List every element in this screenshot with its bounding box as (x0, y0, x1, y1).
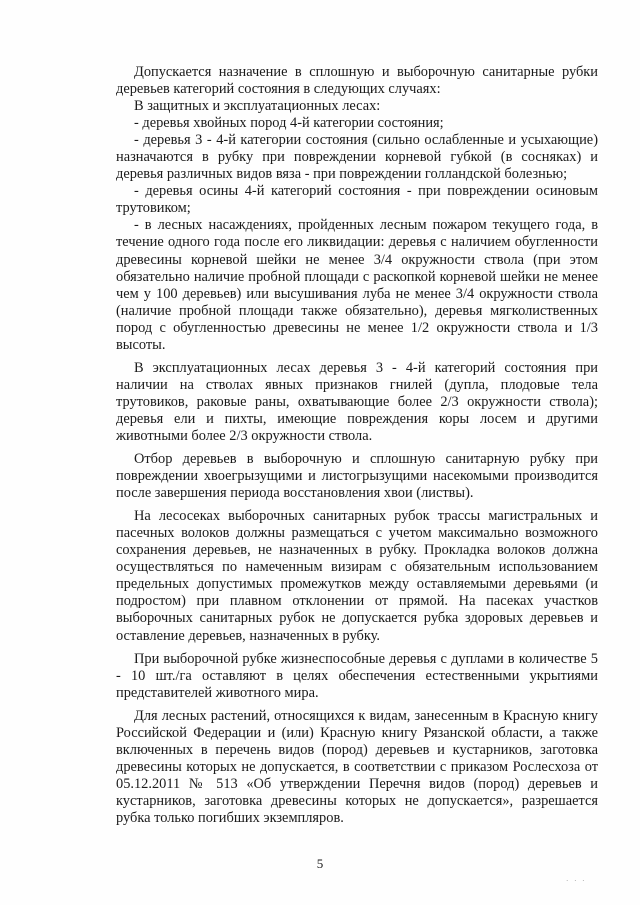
scan-artifact: · · · (566, 877, 587, 885)
paragraph-intro: Допускается назначение в сплошную и выборочную санитарные рубки деревьев категорий состояния в следующих случаях: (116, 64, 598, 98)
paragraph-conifers: - деревья хвойных пород 4-й категории состояния; (134, 115, 444, 132)
paragraph-hollow-trees: При выборочной рубке жизнеспособные деревья с дуплами в количестве 5 - 10 шт./га оставляют в целях обеспечения естественными укрытиями представителей животного мира. (116, 650, 598, 701)
paragraph-red-book: Для лесных растений, относящихся к видам, занесенным в Красную книгу Российской Федерации и (или) Красную книгу Рязанской области, а также включенных в перечень видов (пород) деревьев и кустарников, заготовка древесины которых не допускается, в соответствии с приказом Рослесхоза от 05.12.2011 № 513 «Об утверждении Перечня видов (пород) деревьев и кустарников, заготовка древесины которых не допускается», разрешается рубка только погибших экземпляров. (116, 707, 598, 826)
paragraph-skid-trails: На лесосеках выборочных санитарных рубок трассы магистральных и пасечных волоков должны размещаться с учетом максимально возможного сохранения деревьев, не назначенных в рубку. Прокладка волоков должна осуществляться по намеченным визирам с обязательным использованием предельных допустимых промежутков между оставляемыми деревьями (и подростом) при плавном отклонении от прямой. На пасеках участков выборочных санитарных рубок не допускается рубка здоровых деревьев и оставление деревьев, назначенных в рубку. (116, 508, 598, 644)
paragraph-root-fungus: - деревья 3 - 4-й категории состояния (сильно ослабленные и усыхающие) назначаются в рубку при повреждении корневой губкой (в сосняках) и деревья различных видов вяза - при повреждении голландской болезнью; (116, 132, 598, 183)
paragraph-insect-damage: Отбор деревьев в выборочную и сплошную санитарную рубку при повреждении хвоегрызущими и листогрызущими насекомыми производится после завершения периода восстановления хвои (листвы). (116, 451, 598, 502)
paragraph-exploitation-forests: В эксплуатационных лесах деревья 3 - 4-й категорий состояния при наличии на стволах явных признаков гнилей (дупла, плодовые тела трутовиков, раковые раны, охватывающие более 2/3 окружности ствола); деревья ели и пихты, имеющие повреждения коры лосем и другими животными более 2/3 окружности ствола. (116, 359, 598, 444)
paragraph-fire-damage: - в лесных насаждениях, пройденных лесным пожаром текущего года, в течение одного года после его ликвидации: деревья с наличием обугленности древесины корневой шейки не менее 3/4 окружности ствола (при этом обязательно наличие пробной площади с раскопкой корневой шейки не менее чем у 100 деревьев) или высушивания луба не менее 3/4 окружности ствола (наличие пробной площади также обязательно), деревья мягколиственных пород с обугленностью древесины не менее 1/2 окружности ствола и 1/3 высоты. (116, 217, 598, 353)
paragraph-aspen: - деревья осины 4-й категорий состояния - при повреждении осиновым трутовиком; (116, 183, 598, 217)
paragraph-protective-forests: В защитных и эксплуатационных лесах: (134, 98, 381, 115)
document-body (116, 64, 598, 827)
page-number: 5 (316, 856, 324, 871)
